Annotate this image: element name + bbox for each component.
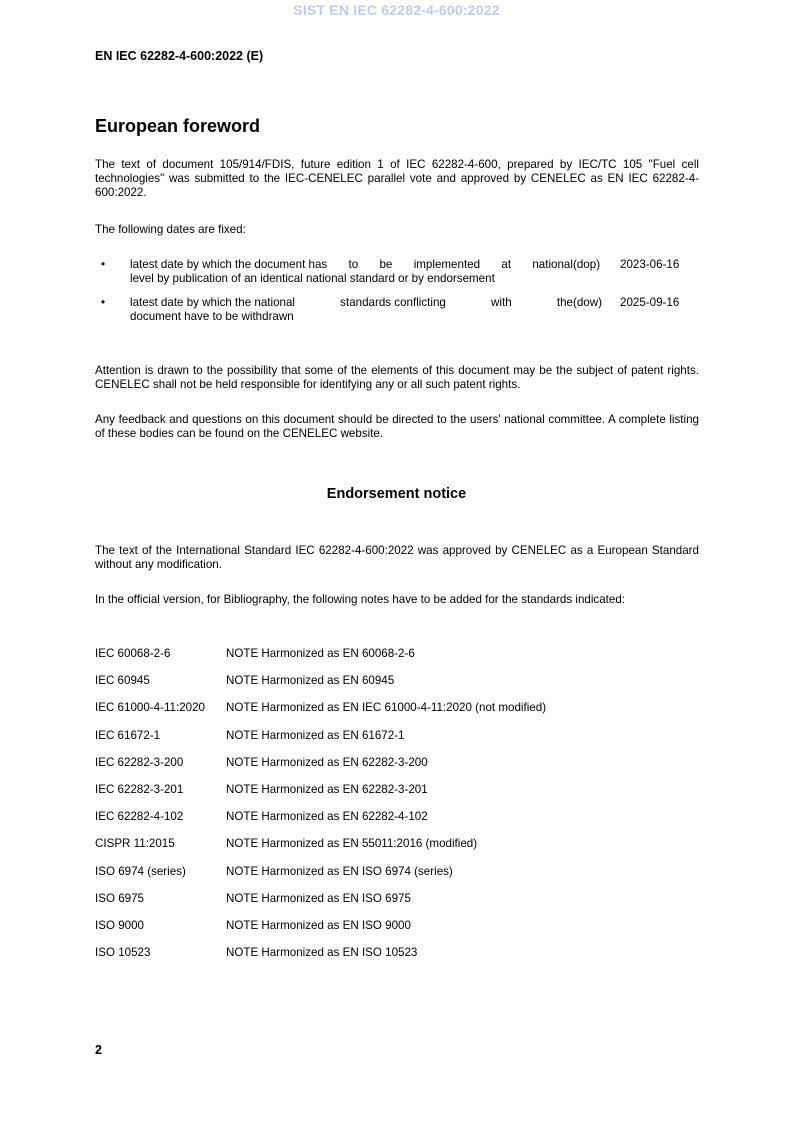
harmonized-note: NOTE Harmonized as EN 61672-1 (226, 728, 405, 742)
bibliography-row (95, 919, 699, 946)
harmonized-note: NOTE Harmonized as EN 62282-4-102 (226, 810, 428, 824)
standard-id: IEC 62282-3-201 (95, 782, 184, 796)
dates-intro: The following dates are fixed: (95, 223, 246, 236)
harmonized-note: NOTE Harmonized as EN 55011:2016 (modified) (226, 837, 478, 851)
watermark: SIST EN IEC 62282-4-600:2022 (293, 2, 500, 18)
bibliography-row (95, 783, 699, 810)
date-word: be (379, 258, 393, 271)
date-description-line2: document have to be withdrawn (130, 310, 294, 323)
harmonized-note: NOTE Harmonized as EN 62282-3-200 (226, 755, 428, 769)
endorsement-text: The text of the International Standard IEC 62282-4-600:2022 was approved by CENELEC as a European Standard without any modification. (95, 544, 699, 571)
bibliography-row (95, 892, 699, 919)
document-reference: EN IEC 62282-4-600:2022 (E) (95, 49, 264, 63)
date-word: standards conflicting (340, 296, 446, 309)
foreword-intro: The text of document 105/914/FDIS, future edition 1 of IEC 62282-4-600, prepared by IEC/TC 105 "Fuel cell technologies" was submitted to the IEC-CENELEC parallel vote and approved by CENELEC as EN IEC 62282-4-600:2022. (95, 158, 699, 199)
endorsement-title: Endorsement notice (326, 486, 467, 502)
standard-id: ISO 6974 (series) (95, 864, 186, 878)
harmonized-note: NOTE Harmonized as EN ISO 6975 (226, 891, 411, 905)
bibliography-row (95, 810, 699, 837)
date-code: (dop) (573, 258, 601, 271)
patent-notice: Attention is drawn to the possibility that some of the elements of this document may be the subject of patent rights. CENELEC shall not be held responsible for identifying any or all such patent rights. (95, 364, 699, 391)
standard-id: IEC 60068-2-6 (95, 647, 171, 660)
harmonized-note: NOTE Harmonized as EN ISO 10523 (226, 946, 418, 960)
harmonized-note: NOTE Harmonized as EN 62282-3-201 (226, 782, 428, 796)
harmonized-note: NOTE Harmonized as EN 60945 (226, 674, 395, 688)
date-word: with (491, 296, 512, 309)
bibliography-row (95, 837, 699, 864)
date-description-line1 (130, 296, 573, 310)
bibliography-row (95, 729, 699, 756)
standard-id: IEC 62282-3-200 (95, 755, 184, 769)
bibliography-row (95, 701, 699, 728)
standard-id: ISO 9000 (95, 918, 144, 932)
date-description-line2: level by publication of an identical national standard or by endorsement (130, 272, 495, 285)
standard-id: IEC 61000-4-11:2020 (95, 701, 206, 715)
harmonized-note: NOTE Harmonized as EN ISO 9000 (226, 918, 411, 932)
standard-id: CISPR 11:2015 (95, 837, 175, 851)
date-description (130, 296, 573, 324)
bibliography-list (95, 647, 699, 973)
page-title: European foreword (95, 116, 261, 136)
bibliography-row (95, 946, 699, 973)
date-word: to (348, 258, 359, 271)
feedback-notice: Any feedback and questions on this document should be directed to the users' national committee. A complete listing of these bodies can be found on the CENELEC website. (95, 413, 699, 440)
bullet-icon: • (101, 296, 106, 309)
date-code: (dow) (573, 296, 602, 309)
date-word: the (556, 296, 573, 309)
standard-id: ISO 6975 (95, 891, 144, 905)
date-word: implemented (413, 258, 481, 271)
bullet-icon: • (101, 258, 106, 271)
bibliography-intro: In the official version, for Bibliography, the following notes have to be added for the standards indicated: (95, 593, 625, 606)
standard-id: IEC 62282-4-102 (95, 810, 184, 824)
date-value: 2023-06-16 (620, 258, 680, 271)
bibliography-row (95, 647, 699, 674)
date-word: latest date by which the national (130, 296, 295, 309)
date-word: at (501, 258, 512, 271)
harmonized-note: NOTE Harmonized as EN ISO 6974 (series) (226, 864, 453, 878)
page-number: 2 (95, 1043, 102, 1057)
harmonized-note: NOTE Harmonized as EN 60068-2-6 (226, 647, 415, 660)
date-value: 2025-09-16 (620, 296, 680, 309)
date-word: national (532, 258, 573, 271)
bibliography-row (95, 865, 699, 892)
bibliography-row (95, 674, 699, 701)
bibliography-row (95, 756, 699, 783)
date-description-line1 (130, 258, 573, 272)
standard-id: ISO 10523 (95, 946, 151, 960)
date-word: latest date by which the document has (130, 258, 328, 271)
standard-id: IEC 61672-1 (95, 728, 161, 742)
standard-id: IEC 60945 (95, 674, 150, 688)
harmonized-note: NOTE Harmonized as EN IEC 61000-4-11:2020 (not modified) (226, 701, 547, 715)
date-description (130, 258, 573, 286)
